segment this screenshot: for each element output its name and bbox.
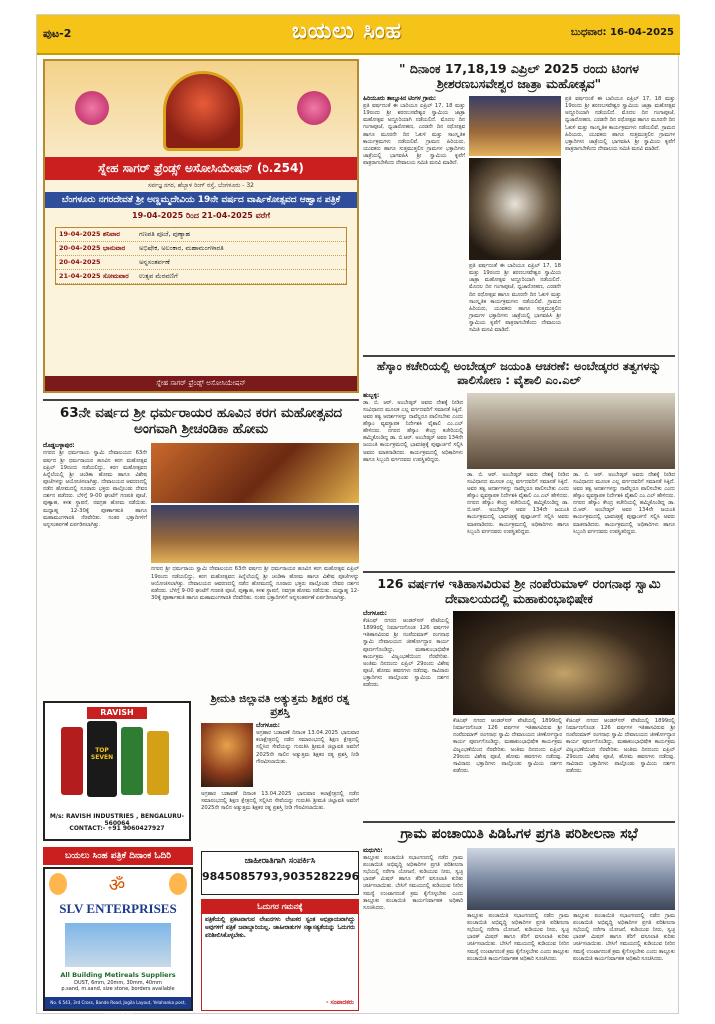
masthead: [37, 15, 680, 55]
article-body: ಕೆಜಿಎಫ್ ನಗರದ ಆಂಡರ್‌ಸನ್ ಪೇಟೆಯಲ್ಲಿ 1899ರಲ್ಲಿ ನಿರ್ಮಾಣಗೊಂಡ 126 ವರ್ಷಗಳ ಇತಿಹಾಸವಿರುವ ಶ್ರೀ ನಂಪೆರುಮಾಳ್ ರಂಗನಾಥ ಸ್ವಾಮಿ ದೇವಾಲಯದ ಜೀರ್ಣೋದ್ಧಾರ ಕಾರ್ಯ ಪೂರ್ಣಗೊಂಡಿದ್ದು, ಮಹಾಕುಂಭಾಭಿಷೇಕ ಕಾರ್ಯಕ್ರಮ ವಿಜೃಂಭಣೆಯಿಂದ ನೆರವೇರಿತು. ಅಂತಿಮ ದಿನದಂದು ಏಪ್ರಿಲ್ 29ರಂದು ವಿಶೇಷ ಪೂಜೆ, ಹೋಮ ಹವನಗಳು ನಡೆದವು. ಸಾವಿರಾರು ಭಕ್ತಾದಿಗಳು ಪಾಲ್ಗೊಂಡು ಸ್ವಾಮಿಯ ದರ್ಶನ ಪಡೆದರು.: [363, 618, 449, 689]
ravish-contact: CONTACT:- +91 9060427927: [69, 825, 165, 832]
article-body-continued: ಅಗ್ರಹಾರ ಬಡಾವಣೆ ದಿನಾಂಕ 13.04.2025 ಭಾನುವಾರ ಕಲಾಕ್ಷೇತ್ರದಲ್ಲಿ ನಡೆದ ಸಮಾರಂಭದಲ್ಲಿ ಶಿಕ್ಷಣ ಕ್ಷೇತ್ರದಲ್ಲಿ ಸಲ್ಲಿಸಿದ ಸೇವೆಯನ್ನು ಗುರುತಿಸಿ ಶ್ರೀಮತಿ ಜಿಲ್ಲಾವತಿ ಅವರಿಗೆ 2025ನೇ ಸಾಲಿನ ಅತ್ಯುತ್ತಮ ಶಿಕ್ಷಕರ ರತ್ನ ಪ್ರಶಸ್ತಿ ನೀಡಿ ಗೌರವಿಸಲಾಯಿತು.: [201, 791, 359, 812]
poster-invitation: ಬೆಂಗಳೂರು ನಗರದೇವತೆ ಶ್ರೀ ಅಣ್ಣಮ್ಮದೇವಿಯ 19ನೇ ವರ್ಷದ ವಾರ್ಷಿಕೋತ್ಸವದ ಆಹ್ವಾನ ಪತ್ರಿಕೆ: [45, 192, 357, 208]
article-jatre: [363, 59, 675, 334]
page-number: ಪುಟ-2: [43, 27, 72, 40]
notice-signature: - ಸಂಪಾದಕರು: [325, 999, 354, 1006]
photo-priests: [151, 443, 359, 503]
photo-hescom-office: [467, 393, 675, 469]
poster-footer: ಸ್ನೇಹ ಸಾಗರ್ ಫ್ರೆಂಡ್ಸ್ ಅಸೋಸಿಯೇಷನ್: [45, 376, 357, 391]
ad-ravish-industries: [43, 701, 191, 841]
product-pack: [121, 727, 143, 795]
article-byline: ದೊಡ್ಡಬಳ್ಳಾಪುರ:: [43, 443, 75, 450]
article-byline: ಬೆಂಗಳೂರು:: [363, 611, 387, 617]
slv-address: No. 6 543, 3rd Cross, Bande Road, Jogila Layout, Yelahanka post, Bangalore-64: [45, 997, 191, 1009]
poster-address: ಸರ್ವಜ್ಞ ನಗರ, ಹೆಬ್ಬಾಳ ರಿಂಗ್ ರಸ್ತೆ, ಬೆಂಗಳೂರು - 32: [148, 182, 254, 189]
slv-tagline: All Building Metireals Suppliers: [60, 971, 176, 979]
photo-temple: [469, 96, 561, 156]
article-body-continued: ಪ್ರತಿ ವರ್ಷದಂತೆ ಈ ಬಾರಿಯೂ ಏಪ್ರಿಲ್ 17, 18 ಮತ್ತು 19ರಂದು ಶ್ರೀ ಶರಣಬಸವೇಶ್ವರ ಸ್ವಾಮಿಯ ಜಾತ್ರಾ ಮಹೋತ್ಸವ ಅದ್ದೂರಿಯಾಗಿ ನಡೆಯಲಿದೆ. ಮೊದಲ ದಿನ ಗಂಗಾಪೂಜೆ, ಧ್ವಜಾರೋಹಣ, ಎರಡನೇ ದಿನ ರಥೋತ್ಸವ ಹಾಗೂ ಮೂರನೇ ದಿನ ಓಕುಳಿ ಮತ್ತು ಸಾಂಸ್ಕೃತಿಕ ಕಾರ್ಯಕ್ರಮಗಳು ನಡೆಯಲಿವೆ. ಗ್ರಾಮದ ಹಿರಿಯರು, ಯುವಕರು ಹಾಗೂ ಸುತ್ತಮುತ್ತಲಿನ ಗ್ರಾಮಗಳ ಭಕ್ತಾದಿಗಳು ಜಾತ್ರೆಯಲ್ಲಿ ಭಾಗವಹಿಸಿ ಶ್ರೀ ಸ್ವಾಮಿಯ ಕೃಪೆಗೆ ಪಾತ್ರರಾಗಬೇಕೆಂದು ದೇವಾಲಯ ಸಮಿತಿ ಮನವಿ ಮಾಡಿದೆ.: [469, 263, 561, 334]
event-poster: [43, 59, 359, 393]
ad-contact-box: [201, 851, 359, 895]
article-headline: 63ನೇ ವರ್ಷದ ಶ್ರೀ ಧರ್ಮರಾಯರ ಹೂವಿನ ಕರಗ ಮಹೋತ್ಸವದ ಅಂಗವಾಗಿ ಶ್ರೀಚಂಡಿಕಾ ಹೋಮ: [59, 405, 343, 438]
program-row: 20-04-2025 ಭಾನುವಾರ ಅಭಿಷೇಕ, ಅಲಂಕಾರ, ಮಹಾಮಂಗಳಾರತಿ: [56, 242, 346, 256]
program-row: 21-04-2025 ಸೋಮವಾರ ಉತ್ಸವ ಮೆರವಣಿಗೆ: [56, 270, 346, 284]
product-pack-top-seven: TOP SEVEN: [87, 721, 117, 797]
photo-deity-idol: [453, 611, 675, 715]
ravish-logo: RAVISH: [87, 707, 147, 719]
notice-body: ಪತ್ರಿಕೆಯಲ್ಲಿ ಪ್ರಕಟವಾಗುವ ಲೇಖನಗಳು ಲೇಖಕರ ಸ್ವಂತ ಅಭಿಪ್ರಾಯವಾಗಿದ್ದು ಅವುಗಳಿಗೆ ಪತ್ರಿಕೆ ಜವಾಬ್ದಾರಿಯಲ್ಲ. ಜಾಹೀರಾತುಗಳ ಸತ್ಯಾಸತ್ಯತೆಯನ್ನು ಓದುಗರು ಪರಿಶೀಲಿಸಿಕೊಳ್ಳಬೇಕು.: [205, 917, 355, 939]
flower-icon: [75, 91, 109, 125]
ad-contact-phones: 9845085793,9035282296: [202, 870, 360, 883]
article-byline: ಹುಬ್ಬಳ್ಳಿ:: [363, 392, 380, 399]
newspaper-title: ಬಯಲು ಸಿಂಹ: [291, 19, 403, 44]
article-body: ನಗರದ ಶ್ರೀ ಧರ್ಮರಾಯ ಸ್ವಾಮಿ ದೇವಾಲಯದ 63ನೇ ವರ್ಷದ ಶ್ರೀ ಧರ್ಮರಾಯರ ಹೂವಿನ ಕರಗ ಮಹೋತ್ಸವ ಏಪ್ರಿಲ್ 19ರಂದು ನಡೆಯಲಿದ್ದು, ಕರಗ ಮಹೋತ್ಸವದ ಹಿನ್ನೆಲೆಯಲ್ಲಿ ಶ್ರೀ ಚಂಡಿಕಾ ಹೋಮ ಹಾಗೂ ವಿಶೇಷ ಪೂಜೆಗಳನ್ನು ಆಯೋಜಿಸಲಾಗಿತ್ತು. ದೇವಾಲಯದ ಆವರಣದಲ್ಲಿ ನಡೆದ ಹೋಮದಲ್ಲಿ ನೂರಾರು ಭಕ್ತರು ಪಾಲ್ಗೊಂಡು ದೇವರ ದರ್ಶನ ಪಡೆದರು. ಬೆಳಿಗ್ಗೆ 9-00 ಘಂಟೆಗೆ ಗಣಪತಿ ಪೂಜೆ, ಪುಣ್ಯಾಹ, ಕಳಶ ಸ್ಥಾಪನೆ, ನವಗ್ರಹ ಹೋಮ ನಡೆಯಿತು. ಮಧ್ಯಾಹ್ನ 12-30ಕ್ಕೆ ಪೂರ್ಣಾಹುತಿ ಹಾಗೂ ಮಹಾಮಂಗಳಾರತಿ ನೆರವೇರಿತು. ನಂತರ ಭಕ್ತಾದಿಗಳಿಗೆ ಅನ್ನಸಂತರ್ಪಣೆ ಏರ್ಪಡಿಸಲಾಗಿತ್ತು.: [43, 450, 147, 528]
article-body-continued: ತಾಲ್ಲೂಕು ಪಂಚಾಯಿತಿ ಸಭಾಂಗಣದಲ್ಲಿ ನಡೆದ ಗ್ರಾಮ ಪಂಚಾಯಿತಿ ಅಭಿವೃದ್ಧಿ ಅಧಿಕಾರಿಗಳ ಪ್ರಗತಿ ಪರಿಶೀಲನಾ ಸಭೆಯಲ್ಲಿ ನರೇಗಾ ಯೋಜನೆ, ಕುಡಿಯುವ ನೀರು, ಸ್ವಚ್ಛ ಭಾರತ್ ಮಿಷನ್ ಹಾಗೂ ತೆರಿಗೆ ವಸೂಲಾತಿ ಕುರಿತು ಚರ್ಚಿಸಲಾಯಿತು. ಬೇಸಿಗೆ ಸಮಯದಲ್ಲಿ ಕುಡಿಯುವ ನೀರಿನ ಸಮಸ್ಯೆ ಉಂಟಾಗದಂತೆ ಕ್ರಮ ಕೈಗೊಳ್ಳಬೇಕು ಎಂದು ತಾಲ್ಲೂಕು ಪಂಚಾಯಿತಿ ಕಾರ್ಯನಿರ್ವಾಹಕ ಅಧಿಕಾರಿ ಸೂಚಿಸಿದರು.: [573, 912, 675, 962]
article-body-continued: ಕೆಜಿಎಫ್ ನಗರದ ಆಂಡರ್‌ಸನ್ ಪೇಟೆಯಲ್ಲಿ 1899ರಲ್ಲಿ ನಿರ್ಮಾಣಗೊಂಡ 126 ವರ್ಷಗಳ ಇತಿಹಾಸವಿರುವ ಶ್ರೀ ನಂಪೆರುಮಾಳ್ ರಂಗನಾಥ ಸ್ವಾಮಿ ದೇವಾಲಯದ ಜೀರ್ಣೋದ್ಧಾರ ಕಾರ್ಯ ಪೂರ್ಣಗೊಂಡಿದ್ದು, ಮಹಾಕುಂಭಾಭಿಷೇಕ ಕಾರ್ಯಕ್ರಮ ವಿಜೃಂಭಣೆಯಿಂದ ನೆರವೇರಿತು. ಅಂತಿಮ ದಿನದಂದು ಏಪ್ರಿಲ್ 29ರಂದು ವಿಶೇಷ ಪೂಜೆ, ಹೋಮ ಹವನಗಳು ನಡೆದವು. ಸಾವಿರಾರು ಭಕ್ತಾದಿಗಳು ಪಾಲ್ಗೊಂಡು ಸ್ವಾಮಿಯ ದರ್ಶನ ಪಡೆದರು.: [453, 718, 562, 774]
article-body: ಅಗ್ರಹಾರ ಬಡಾವಣೆ ದಿನಾಂಕ 13.04.2025 ಭಾನುವಾರ ಕಲಾಕ್ಷೇತ್ರದಲ್ಲಿ ನಡೆದ ಸಮಾರಂಭದಲ್ಲಿ ಶಿಕ್ಷಣ ಕ್ಷೇತ್ರದಲ್ಲಿ ಸಲ್ಲಿಸಿದ ಸೇವೆಯನ್ನು ಗುರುತಿಸಿ ಶ್ರೀಮತಿ ಜಿಲ್ಲಾವತಿ ಅವರಿಗೆ 2025ನೇ ಸಾಲಿನ ಅತ್ಯುತ್ತಮ ಶಿಕ್ಷಕರ ರತ್ನ ಪ್ರಶಸ್ತಿ ನೀಡಿ ಗೌರವಿಸಲಾಯಿತು.: [256, 730, 359, 765]
article-byline: ಬೆಂಗಳೂರು:: [256, 723, 280, 730]
avatar: [49, 873, 67, 895]
deity-image: [163, 71, 243, 151]
product-pack: [147, 731, 169, 795]
notice-title: ಓದುಗರ ಗಮನಕ್ಕೆ: [202, 900, 358, 914]
article-pdo-meeting: [363, 821, 675, 1005]
article-headline: ಗ್ರಾಮ ಪಂಚಾಯಿತಿ ಪಿಡಿಓಗಳ ಪ್ರಗತಿ ಪರಿಶೀಲನಾ ಸಭೆ: [400, 826, 638, 842]
ad-office-strip: ಬಯಲು ಸಿಂಹ ಪತ್ರಿಕೆ ದಿನಾಂಕ ಓದಿರಿ: [43, 847, 193, 865]
article-byline: ಮಧುಗಿರಿ:: [363, 847, 383, 854]
ad-contact-title: ಜಾಹೀರಾತಿಗಾಗಿ ಸಂಪರ್ಕಿಸಿ: [244, 856, 316, 866]
poster-banner: [45, 61, 357, 157]
article-karaga: [43, 399, 359, 660]
article-headline: 126 ವರ್ಷಗಳ ಇತಿಹಾಸವಿರುವ ಶ್ರೀ ನಂಪೆರುಮಾಳ್ ರಂಗನಾಥ ಸ್ವಾಮಿ ದೇವಾಲಯದಲ್ಲಿ ಮಹಾಕುಂಭಾಭಿಷೇಕ: [377, 576, 661, 606]
poster-association: ಸ್ನೇಹ ಸಾಗರ್ ಫ್ರೆಂಡ್ಸ್ ಅಸೋಸಿಯೇಷನ್ (ರಿ.254): [45, 157, 357, 180]
flower-icon: [297, 91, 331, 125]
ad-slv-enterprises: [43, 867, 193, 1017]
slv-name: SLV ENTERPRISES: [59, 901, 177, 916]
article-body: ಪ್ರತಿ ವರ್ಷದಂತೆ ಈ ಬಾರಿಯೂ ಏಪ್ರಿಲ್ 17, 18 ಮತ್ತು 19ರಂದು ಶ್ರೀ ಶರಣಬಸವೇಶ್ವರ ಸ್ವಾಮಿಯ ಜಾತ್ರಾ ಮಹೋತ್ಸವ ಅದ್ದೂರಿಯಾಗಿ ನಡೆಯಲಿದೆ. ಮೊದಲ ದಿನ ಗಂಗಾಪೂಜೆ, ಧ್ವಜಾರೋಹಣ, ಎರಡನೇ ದಿನ ರಥೋತ್ಸವ ಹಾಗೂ ಮೂರನೇ ದಿನ ಓಕುಳಿ ಮತ್ತು ಸಾಂಸ್ಕೃತಿಕ ಕಾರ್ಯಕ್ರಮಗಳು ನಡೆಯಲಿವೆ. ಗ್ರಾಮದ ಹಿರಿಯರು, ಯುವಕರು ಹಾಗೂ ಸುತ್ತಮುತ್ತಲಿನ ಗ್ರಾಮಗಳ ಭಕ್ತಾದಿಗಳು ಜಾತ್ರೆಯಲ್ಲಿ ಭಾಗವಹಿಸಿ ಶ್ರೀ ಸ್ವಾಮಿಯ ಕೃಪೆಗೆ ಪಾತ್ರರಾಗಬೇಕೆಂದು ದೇವಾಲಯ ಸಮಿತಿ ಮನವಿ ಮಾಡಿದೆ.: [363, 103, 465, 167]
program-row: 19-04-2025 ಶನಿವಾರ ಗಣಪತಿ ಪೂಜೆ, ಪುಣ್ಯಾಹ: [56, 228, 346, 242]
poster-program: [55, 227, 347, 285]
issue-date: ಬುಧವಾರ: 16-04-2025: [570, 27, 674, 38]
slv-items: DUST, 6mm, 20mm, 30mm, 40mm p.sand, m.sand, size stone, borders available: [61, 980, 175, 992]
article-namperumal: [363, 571, 675, 782]
article-headline: ಹೆಸ್ಕಾಂ ಕಚೇರಿಯಲ್ಲಿ ಅಂಬೇಡ್ಕರ್ ಜಯಂತಿ ಆಚರಣೆ: ಅಂಬೇಡ್ಕರರ ತತ್ವಗಳನ್ನು ಪಾಲಿಸೋಣ : ವೈಶಾಲಿ ಎಂ.ಎಲ್: [376, 359, 662, 387]
article-headline: " ದಿನಾಂಕ 17,18,19 ಎಪ್ರಿಲ್ 2025 ರಂದು ಟಿಂಗಳ ಶ್ರೀಶರಣಬಸವೇಶ್ವರ ಜಾತ್ರಾ ಮಹೋತ್ಸವ": [399, 61, 639, 91]
photo-homa: [151, 505, 359, 563]
newspaper-page: [36, 14, 679, 1017]
article-body-continued: ನಗರದ ಶ್ರೀ ಧರ್ಮರಾಯ ಸ್ವಾಮಿ ದೇವಾಲಯದ 63ನೇ ವರ್ಷದ ಶ್ರೀ ಧರ್ಮರಾಯರ ಹೂವಿನ ಕರಗ ಮಹೋತ್ಸವ ಏಪ್ರಿಲ್ 19ರಂದು ನಡೆಯಲಿದ್ದು, ಕರಗ ಮಹೋತ್ಸವದ ಹಿನ್ನೆಲೆಯಲ್ಲಿ ಶ್ರೀ ಚಂಡಿಕಾ ಹೋಮ ಹಾಗೂ ವಿಶೇಷ ಪೂಜೆಗಳನ್ನು ಆಯೋಜಿಸಲಾಗಿತ್ತು. ದೇವಾಲಯದ ಆವರಣದಲ್ಲಿ ನಡೆದ ಹೋಮದಲ್ಲಿ ನೂರಾರು ಭಕ್ತರು ಪಾಲ್ಗೊಂಡು ದೇವರ ದರ್ಶನ ಪಡೆದರು. ಬೆಳಿಗ್ಗೆ 9-00 ಘಂಟೆಗೆ ಗಣಪತಿ ಪೂಜೆ, ಪುಣ್ಯಾಹ, ಕಳಶ ಸ್ಥಾಪನೆ, ನವಗ್ರಹ ಹೋಮ ನಡೆಯಿತು. ಮಧ್ಯಾಹ್ನ 12-30ಕ್ಕೆ ಪೂರ್ಣಾಹುತಿ ಹಾಗೂ ಮಹಾಮಂಗಳಾರತಿ ನೆರವೇರಿತು. ನಂತರ ಭಕ್ತಾದಿಗಳಿಗೆ ಅನ್ನಸಂತರ್ಪಣೆ ಏರ್ಪಡಿಸಲಾಗಿತ್ತು.: [151, 566, 359, 601]
article-headline: ಶ್ರೀಮತಿ ಜಿಲ್ಲಾವತಿ ಅತ್ಯುತ್ತಮ ಶಿಕ್ಷಕರ ರತ್ನ ಪ್ರಶಸ್ತಿ: [210, 693, 350, 718]
article-body-continued: ಡಾ. ಬಿ. ಆರ್. ಅಂಬೇಡ್ಕರ್ ಅವರು ದೇಶಕ್ಕೆ ನೀಡಿದ ಸಂವಿಧಾನದ ಮೂಲಕ ಎಲ್ಲ ವರ್ಗದವರಿಗೆ ಸಮಾನತೆ ಸಿಕ್ಕಿದೆ. ಅವರ ತತ್ವ ಆದರ್ಶಗಳನ್ನು ನಾವೆಲ್ಲರೂ ಪಾಲಿಸಬೇಕು ಎಂದು ಹೆಸ್ಕಾಂ ವ್ಯವಸ್ಥಾಪಕ ನಿರ್ದೇಶಕಿ ವೈಶಾಲಿ ಎಂ.ಎಲ್ ಹೇಳಿದರು. ನಗರದ ಹೆಸ್ಕಾಂ ಕೇಂದ್ರ ಕಚೇರಿಯಲ್ಲಿ ಹಮ್ಮಿಕೊಂಡಿದ್ದ ಡಾ. ಬಿ.ಆರ್. ಅಂಬೇಡ್ಕರ್ ಅವರ 134ನೇ ಜಯಂತಿ ಕಾರ್ಯಕ್ರಮದಲ್ಲಿ ಭಾವಚಿತ್ರಕ್ಕೆ ಪುಷ್ಪಾರ್ಚನೆ ಸಲ್ಲಿಸಿ ಅವರು ಮಾತನಾಡಿದರು. ಕಾರ್ಯಕ್ರಮದಲ್ಲಿ ಅಧಿಕಾರಿಗಳು ಹಾಗೂ ಸಿಬ್ಬಂದಿ ವರ್ಗದವರು ಉಪಸ್ಥಿತರಿದ್ದರು.: [573, 471, 675, 535]
article-body: ಡಾ. ಬಿ. ಆರ್. ಅಂಬೇಡ್ಕರ್ ಅವರು ದೇಶಕ್ಕೆ ನೀಡಿದ ಸಂವಿಧಾನದ ಮೂಲಕ ಎಲ್ಲ ವರ್ಗದವರಿಗೆ ಸಮಾನತೆ ಸಿಕ್ಕಿದೆ. ಅವರ ತತ್ವ ಆದರ್ಶಗಳನ್ನು ನಾವೆಲ್ಲರೂ ಪಾಲಿಸಬೇಕು ಎಂದು ಹೆಸ್ಕಾಂ ವ್ಯವಸ್ಥಾಪಕ ನಿರ್ದೇಶಕಿ ವೈಶಾಲಿ ಎಂ.ಎಲ್ ಹೇಳಿದರು. ನಗರದ ಹೆಸ್ಕಾಂ ಕೇಂದ್ರ ಕಚೇರಿಯಲ್ಲಿ ಹಮ್ಮಿಕೊಂಡಿದ್ದ ಡಾ. ಬಿ.ಆರ್. ಅಂಬೇಡ್ಕರ್ ಅವರ 134ನೇ ಜಯಂತಿ ಕಾರ್ಯಕ್ರಮದಲ್ಲಿ ಭಾವಚಿತ್ರಕ್ಕೆ ಪುಷ್ಪಾರ್ಚನೆ ಸಲ್ಲಿಸಿ ಅವರು ಮಾತನಾಡಿದರು. ಕಾರ್ಯಕ್ರಮದಲ್ಲಿ ಅಧಿಕಾರಿಗಳು ಹಾಗೂ ಸಿಬ್ಬಂದಿ ವರ್ಗದವರು ಉಪಸ್ಥಿತರಿದ್ದರು.: [363, 399, 463, 463]
article-byline: ಹಿರಿಯೂರು ತಾಲ್ಲೂಕಿನ ಟಿಂಗಳ ಗ್ರಾಮ:: [363, 96, 437, 102]
poster-dates: 19-04-2025 ರಿಂದ 21-04-2025 ವರೆಗೆ: [132, 211, 270, 220]
om-icon: ॐ: [108, 875, 126, 896]
article-body-continued: ಕೆಜಿಎಫ್ ನಗರದ ಆಂಡರ್‌ಸನ್ ಪೇಟೆಯಲ್ಲಿ 1899ರಲ್ಲಿ ನಿರ್ಮಾಣಗೊಂಡ 126 ವರ್ಷಗಳ ಇತಿಹಾಸವಿರುವ ಶ್ರೀ ನಂಪೆರುಮಾಳ್ ರಂಗನಾಥ ಸ್ವಾಮಿ ದೇವಾಲಯದ ಜೀರ್ಣೋದ್ಧಾರ ಕಾರ್ಯ ಪೂರ್ಣಗೊಂಡಿದ್ದು, ಮಹಾಕುಂಭಾಭಿಷೇಕ ಕಾರ್ಯಕ್ರಮ ವಿಜೃಂಭಣೆಯಿಂದ ನೆರವೇರಿತು. ಅಂತಿಮ ದಿನದಂದು ಏಪ್ರಿಲ್ 29ರಂದು ವಿಶೇಷ ಪೂಜೆ, ಹೋಮ ಹವನಗಳು ನಡೆದವು. ಸಾವಿರಾರು ಭಕ್ತಾದಿಗಳು ಪಾಲ್ಗೊಂಡು ಸ್ವಾಮಿಯ ದರ್ಶನ ಪಡೆದರು.: [566, 718, 675, 774]
photo-house: [65, 923, 171, 967]
article-body-continued: ತಾಲ್ಲೂಕು ಪಂಚಾಯಿತಿ ಸಭಾಂಗಣದಲ್ಲಿ ನಡೆದ ಗ್ರಾಮ ಪಂಚಾಯಿತಿ ಅಭಿವೃದ್ಧಿ ಅಧಿಕಾರಿಗಳ ಪ್ರಗತಿ ಪರಿಶೀಲನಾ ಸಭೆಯಲ್ಲಿ ನರೇಗಾ ಯೋಜನೆ, ಕುಡಿಯುವ ನೀರು, ಸ್ವಚ್ಛ ಭಾರತ್ ಮಿಷನ್ ಹಾಗೂ ತೆರಿಗೆ ವಸೂಲಾತಿ ಕುರಿತು ಚರ್ಚಿಸಲಾಯಿತು. ಬೇಸಿಗೆ ಸಮಯದಲ್ಲಿ ಕುಡಿಯುವ ನೀರಿನ ಸಮಸ್ಯೆ ಉಂಟಾಗದಂತೆ ಕ್ರಮ ಕೈಗೊಳ್ಳಬೇಕು ಎಂದು ತಾಲ್ಲೂಕು ಪಂಚಾಯಿತಿ ಕಾರ್ಯನಿರ್ವಾಹಕ ಅಧಿಕಾರಿ ಸೂಚಿಸಿದರು.: [467, 912, 569, 962]
article-ambedkar: [363, 355, 675, 560]
photo-deity: [469, 158, 561, 260]
article-teacher-award: [201, 691, 359, 815]
ravish-company: M/s: RAVISH INDUSTRIES , BENGALURU-560064: [49, 813, 185, 827]
article-body-continued: ಪ್ರತಿ ವರ್ಷದಂತೆ ಈ ಬಾರಿಯೂ ಏಪ್ರಿಲ್ 17, 18 ಮತ್ತು 19ರಂದು ಶ್ರೀ ಶರಣಬಸವೇಶ್ವರ ಸ್ವಾಮಿಯ ಜಾತ್ರಾ ಮಹೋತ್ಸವ ಅದ್ದೂರಿಯಾಗಿ ನಡೆಯಲಿದೆ. ಮೊದಲ ದಿನ ಗಂಗಾಪೂಜೆ, ಧ್ವಜಾರೋಹಣ, ಎರಡನೇ ದಿನ ರಥೋತ್ಸವ ಹಾಗೂ ಮೂರನೇ ದಿನ ಓಕುಳಿ ಮತ್ತು ಸಾಂಸ್ಕೃತಿಕ ಕಾರ್ಯಕ್ರಮಗಳು ನಡೆಯಲಿವೆ. ಗ್ರಾಮದ ಹಿರಿಯರು, ಯುವಕರು ಹಾಗೂ ಸುತ್ತಮುತ್ತಲಿನ ಗ್ರಾಮಗಳ ಭಕ್ತಾದಿಗಳು ಜಾತ್ರೆಯಲ್ಲಿ ಭಾಗವಹಿಸಿ ಶ್ರೀ ಸ್ವಾಮಿಯ ಕೃಪೆಗೆ ಪಾತ್ರರಾಗಬೇಕೆಂದು ದೇವಾಲಯ ಸಮಿತಿ ಮನವಿ ಮಾಡಿದೆ.: [565, 96, 675, 152]
photo-teacher: [201, 723, 253, 787]
avatar: [169, 873, 187, 895]
product-pack: [61, 727, 83, 795]
photo-meeting: [467, 848, 675, 910]
program-row: 20-04-2025 ಅನ್ನಸಂತರ್ಪಣೆ: [56, 256, 346, 270]
article-body-continued: ಡಾ. ಬಿ. ಆರ್. ಅಂಬೇಡ್ಕರ್ ಅವರು ದೇಶಕ್ಕೆ ನೀಡಿದ ಸಂವಿಧಾನದ ಮೂಲಕ ಎಲ್ಲ ವರ್ಗದವರಿಗೆ ಸಮಾನತೆ ಸಿಕ್ಕಿದೆ. ಅವರ ತತ್ವ ಆದರ್ಶಗಳನ್ನು ನಾವೆಲ್ಲರೂ ಪಾಲಿಸಬೇಕು ಎಂದು ಹೆಸ್ಕಾಂ ವ್ಯವಸ್ಥಾಪಕ ನಿರ್ದೇಶಕಿ ವೈಶಾಲಿ ಎಂ.ಎಲ್ ಹೇಳಿದರು. ನಗರದ ಹೆಸ್ಕಾಂ ಕೇಂದ್ರ ಕಚೇರಿಯಲ್ಲಿ ಹಮ್ಮಿಕೊಂಡಿದ್ದ ಡಾ. ಬಿ.ಆರ್. ಅಂಬೇಡ್ಕರ್ ಅವರ 134ನೇ ಜಯಂತಿ ಕಾರ್ಯಕ್ರಮದಲ್ಲಿ ಭಾವಚಿತ್ರಕ್ಕೆ ಪುಷ್ಪಾರ್ಚನೆ ಸಲ್ಲಿಸಿ ಅವರು ಮಾತನಾಡಿದರು. ಕಾರ್ಯಕ್ರಮದಲ್ಲಿ ಅಧಿಕಾರಿಗಳು ಹಾಗೂ ಸಿಬ್ಬಂದಿ ವರ್ಗದವರು ಉಪಸ್ಥಿತರಿದ್ದರು.: [467, 471, 569, 535]
article-body: ತಾಲ್ಲೂಕು ಪಂಚಾಯಿತಿ ಸಭಾಂಗಣದಲ್ಲಿ ನಡೆದ ಗ್ರಾಮ ಪಂಚಾಯಿತಿ ಅಭಿವೃದ್ಧಿ ಅಧಿಕಾರಿಗಳ ಪ್ರಗತಿ ಪರಿಶೀಲನಾ ಸಭೆಯಲ್ಲಿ ನರೇಗಾ ಯೋಜನೆ, ಕುಡಿಯುವ ನೀರು, ಸ್ವಚ್ಛ ಭಾರತ್ ಮಿಷನ್ ಹಾಗೂ ತೆರಿಗೆ ವಸೂಲಾತಿ ಕುರಿತು ಚರ್ಚಿಸಲಾಯಿತು. ಬೇಸಿಗೆ ಸಮಯದಲ್ಲಿ ಕುಡಿಯುವ ನೀರಿನ ಸಮಸ್ಯೆ ಉಂಟಾಗದಂತೆ ಕ್ರಮ ಕೈಗೊಳ್ಳಬೇಕು ಎಂದು ತಾಲ್ಲೂಕು ಪಂಚಾಯಿತಿ ಕಾರ್ಯನಿರ್ವಾಹಕ ಅಧಿಕಾರಿ ಸೂಚಿಸಿದರು.: [363, 854, 463, 911]
readers-notice: [201, 899, 359, 1011]
